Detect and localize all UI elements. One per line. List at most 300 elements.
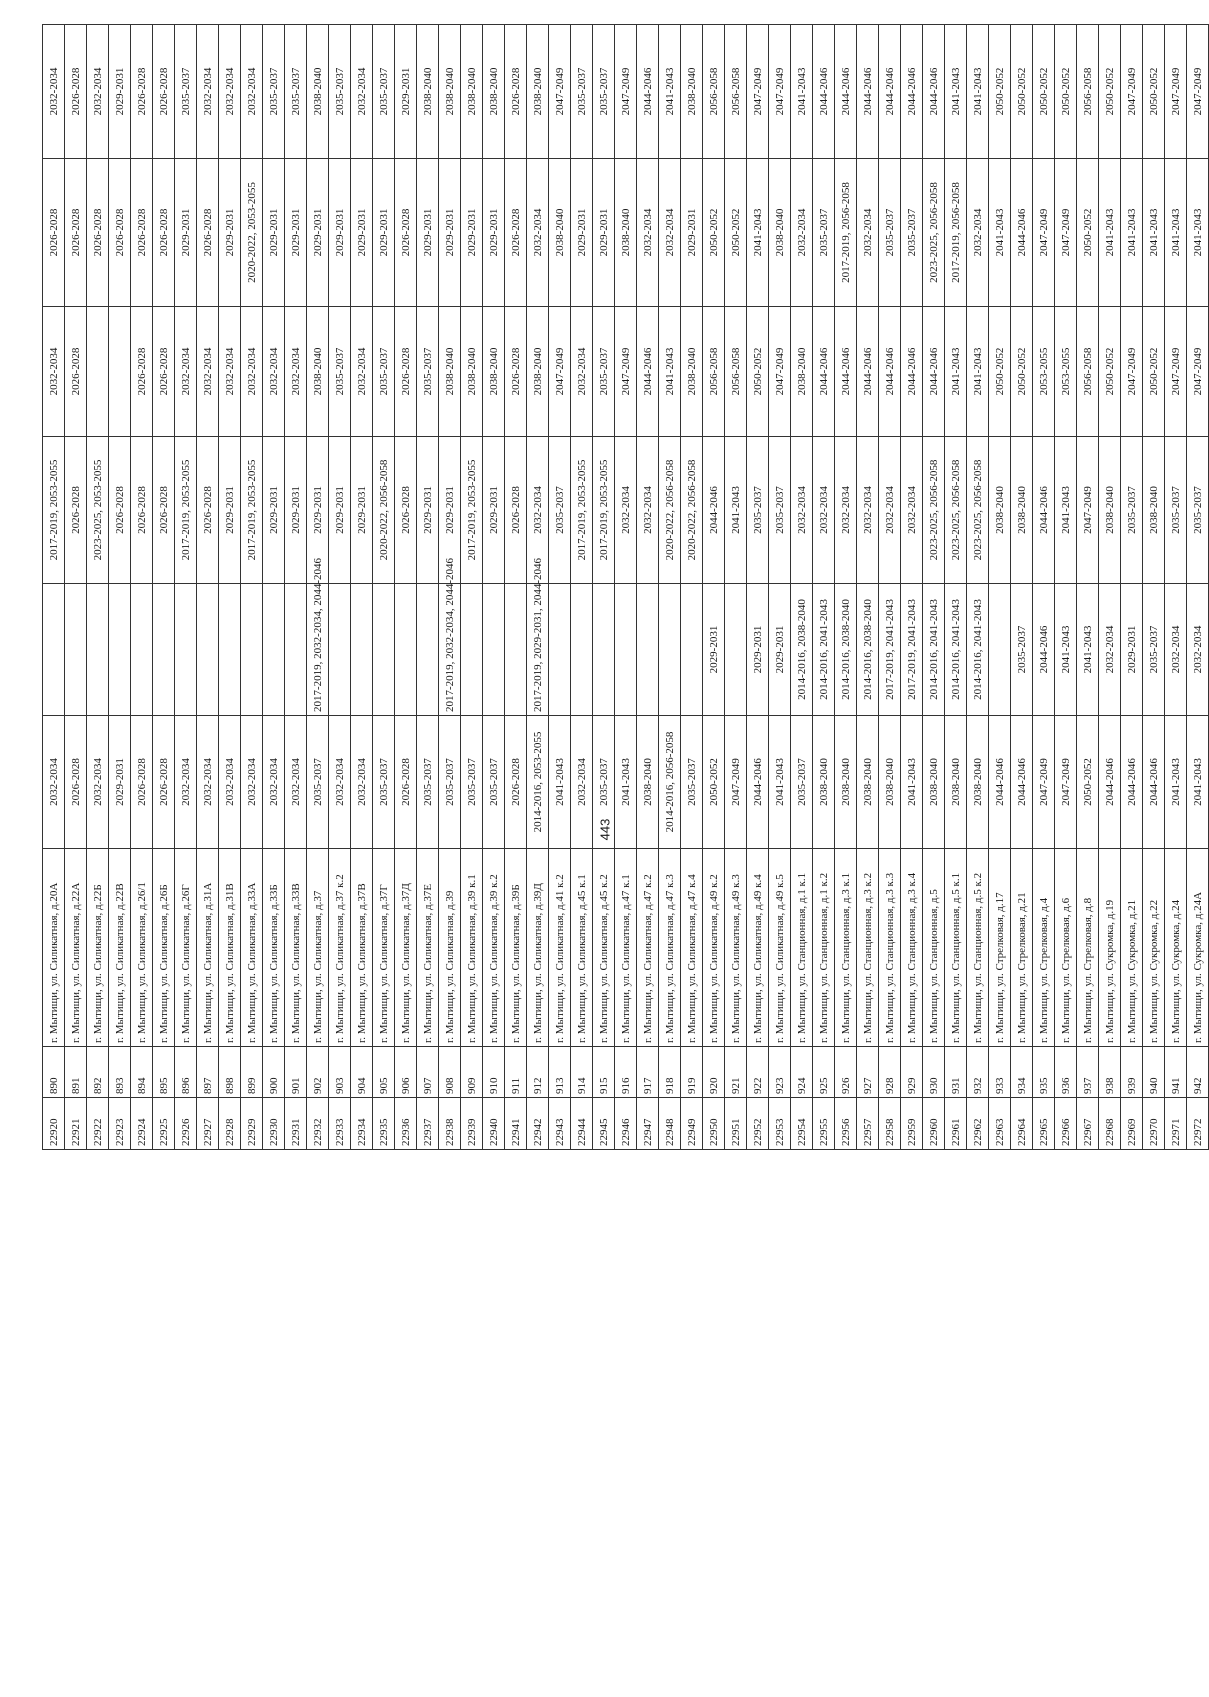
- table-row: [725, 25, 747, 1150]
- table-cell: 2041-2043: [1121, 159, 1143, 307]
- table-cell: 911: [505, 1047, 527, 1098]
- table-cell: 2035-2037: [329, 307, 351, 437]
- table-cell: 2026-2028: [109, 159, 131, 307]
- table-cell: 2038-2040: [791, 307, 813, 437]
- table-cell: 22920: [43, 1098, 65, 1150]
- table-cell: г. Мытищи, ул. Сукромка, д.19: [1099, 849, 1121, 1047]
- table-cell: 22972: [1187, 1098, 1209, 1150]
- table-row: [285, 25, 307, 1150]
- table-cell: 22921: [65, 1098, 87, 1150]
- table-cell: г. Мытищи, ул. Силикатная, д.47 к.3: [659, 849, 681, 1047]
- table-cell: 2047-2049: [1055, 716, 1077, 849]
- table-cell: 2029-2031: [351, 437, 373, 584]
- table-row: [813, 25, 835, 1150]
- table-cell: 22963: [989, 1098, 1011, 1150]
- table-cell: г. Мытищи, ул. Станционная, д.5 к.2: [967, 849, 989, 1047]
- table-cell: 922: [747, 1047, 769, 1098]
- table-cell: 2032-2034: [791, 437, 813, 584]
- table-cell: 2032-2034: [285, 307, 307, 437]
- table-cell: 22946: [615, 1098, 637, 1150]
- table-cell: [109, 584, 131, 716]
- table-cell: 2032-2034: [175, 716, 197, 849]
- table-cell: [659, 584, 681, 716]
- table-cell: [593, 584, 615, 716]
- table-cell: 22938: [439, 1098, 461, 1150]
- table-cell: 2032-2034: [967, 159, 989, 307]
- table-row: [439, 25, 461, 1150]
- table-cell: [615, 584, 637, 716]
- table-cell: 892: [87, 1047, 109, 1098]
- table-cell: г. Мытищи, ул. Силикатная, д.22Б: [87, 849, 109, 1047]
- table-cell: 2029-2031: [109, 25, 131, 159]
- table-cell: 2032-2034: [43, 25, 65, 159]
- table-cell: 2044-2046: [1011, 159, 1033, 307]
- table-cell: 2050-2052: [703, 159, 725, 307]
- table-cell: 2044-2046: [1033, 584, 1055, 716]
- table-cell: г. Мытищи, ул. Станционная, д.3 к.2: [857, 849, 879, 1047]
- table-cell: 2035-2037: [593, 307, 615, 437]
- table-cell: 2041-2043: [615, 716, 637, 849]
- table-row: [461, 25, 483, 1150]
- table-cell: 2038-2040: [1011, 437, 1033, 584]
- table-cell: г. Мытищи, ул. Силикатная, д.37В: [351, 849, 373, 1047]
- table-cell: 2032-2034: [175, 307, 197, 437]
- table-cell: 2026-2028: [395, 437, 417, 584]
- table-cell: г. Мытищи, ул. Силикатная, д.47 к.4: [681, 849, 703, 1047]
- table-cell: 22922: [87, 1098, 109, 1150]
- table-cell: 2032-2034: [351, 307, 373, 437]
- table-cell: 2026-2028: [131, 437, 153, 584]
- table-cell: 917: [637, 1047, 659, 1098]
- table-cell: г. Мытищи, ул. Силикатная, д.37Е: [417, 849, 439, 1047]
- table-cell: 2035-2037: [549, 437, 571, 584]
- table-cell: 2026-2028: [505, 25, 527, 159]
- table-cell: 2038-2040: [769, 159, 791, 307]
- table-row: [1187, 25, 1209, 1150]
- table-row: [109, 25, 131, 1150]
- table-cell: г. Мытищи, ул. Силикатная, д.26Б: [153, 849, 175, 1047]
- table-cell: г. Мытищи, ул. Станционная, д.5 к.1: [945, 849, 967, 1047]
- table-row: [175, 25, 197, 1150]
- table-cell: г. Мытищи, ул. Силикатная, д.39: [439, 849, 461, 1047]
- table-cell: 934: [1011, 1047, 1033, 1098]
- table-cell: г. Мытищи, ул. Силикатная, д.31В: [219, 849, 241, 1047]
- table-cell: 2041-2043: [1055, 437, 1077, 584]
- table-cell: 2014-2016, 2041-2043: [923, 584, 945, 716]
- table-cell: 2035-2037: [417, 307, 439, 437]
- table-cell: 2047-2049: [1121, 307, 1143, 437]
- table-row: [703, 25, 725, 1150]
- table-cell: [461, 584, 483, 716]
- table-cell: 2029-2031: [395, 25, 417, 159]
- table-cell: 22932: [307, 1098, 329, 1150]
- table-cell: 2017-2019, 2032-2034, 2044-2046: [439, 584, 461, 716]
- table-cell: 2026-2028: [131, 716, 153, 849]
- table-cell: г. Мытищи, ул. Стрелковая, д.21: [1011, 849, 1033, 1047]
- table-cell: 910: [483, 1047, 505, 1098]
- table-row: [637, 25, 659, 1150]
- table-cell: 2032-2034: [329, 716, 351, 849]
- table-cell: 2014-2016, 2056-2058: [659, 716, 681, 849]
- table-cell: 928: [879, 1047, 901, 1098]
- table-cell: 926: [835, 1047, 857, 1098]
- table-cell: 2032-2034: [43, 716, 65, 849]
- table-cell: г. Мытищи, ул. Сукромка, д.21: [1121, 849, 1143, 1047]
- table-cell: [681, 584, 703, 716]
- table-cell: 916: [615, 1047, 637, 1098]
- table-cell: 2047-2049: [1187, 307, 1209, 437]
- table-cell: 2014-2016, 2041-2043: [967, 584, 989, 716]
- table-cell: 2047-2049: [1033, 716, 1055, 849]
- table-cell: 2038-2040: [857, 716, 879, 849]
- table-row: [1165, 25, 1187, 1150]
- table-cell: 2032-2034: [659, 159, 681, 307]
- table-cell: 936: [1055, 1047, 1077, 1098]
- table-cell: [87, 584, 109, 716]
- table-row: [659, 25, 681, 1150]
- table-cell: 2044-2046: [923, 25, 945, 159]
- table-cell: 22937: [417, 1098, 439, 1150]
- table-cell: 2029-2031: [483, 159, 505, 307]
- table-cell: г. Мытищи, ул. Силикатная, д.22А: [65, 849, 87, 1047]
- table-cell: 2032-2034: [857, 437, 879, 584]
- table-cell: 2047-2049: [1165, 25, 1187, 159]
- table-row: [615, 25, 637, 1150]
- table-cell: 2041-2043: [725, 437, 747, 584]
- table-cell: 2026-2028: [131, 307, 153, 437]
- table-row: [241, 25, 263, 1150]
- table-cell: г. Мытищи, ул. Силикатная, д.45 к.2: [593, 849, 615, 1047]
- table-cell: 2047-2049: [725, 716, 747, 849]
- table-cell: 2032-2034: [219, 307, 241, 437]
- table-row: [1099, 25, 1121, 1150]
- table-row: [483, 25, 505, 1150]
- table-cell: 2047-2049: [615, 25, 637, 159]
- table-cell: 2032-2034: [219, 716, 241, 849]
- table-cell: 22933: [329, 1098, 351, 1150]
- table-cell: 2044-2046: [835, 307, 857, 437]
- table-cell: 899: [241, 1047, 263, 1098]
- table-cell: 22955: [813, 1098, 835, 1150]
- table-cell: 22923: [109, 1098, 131, 1150]
- table-cell: 2050-2052: [1055, 25, 1077, 159]
- table-row: [87, 25, 109, 1150]
- table-cell: 2032-2034: [197, 307, 219, 437]
- table-cell: 2029-2031: [263, 159, 285, 307]
- table-cell: 2038-2040: [681, 25, 703, 159]
- table-cell: 2032-2034: [637, 159, 659, 307]
- table-cell: г. Мытищи, ул. Силикатная, д.39Д: [527, 849, 549, 1047]
- table-cell: [87, 307, 109, 437]
- table-cell: 2038-2040: [923, 716, 945, 849]
- table-cell: 2035-2037: [329, 25, 351, 159]
- table-cell: 918: [659, 1047, 681, 1098]
- table-cell: 2050-2052: [1011, 25, 1033, 159]
- table-cell: 2029-2031: [351, 159, 373, 307]
- table-cell: 2023-2025, 2056-2058: [923, 437, 945, 584]
- table-row: [65, 25, 87, 1150]
- table-row: [549, 25, 571, 1150]
- table-cell: 2014-2016, 2038-2040: [791, 584, 813, 716]
- table-cell: [241, 584, 263, 716]
- table-cell: г. Мытищи, ул. Сукромка, д.24А: [1187, 849, 1209, 1047]
- table-cell: 2032-2034: [879, 437, 901, 584]
- table-cell: 2026-2028: [197, 437, 219, 584]
- table-cell: 925: [813, 1047, 835, 1098]
- table-cell: г. Мытищи, ул. Силикатная, д.22В: [109, 849, 131, 1047]
- table-cell: 2032-2034: [87, 25, 109, 159]
- table-row: [1143, 25, 1165, 1150]
- table-cell: 894: [131, 1047, 153, 1098]
- table-cell: 2041-2043: [1099, 159, 1121, 307]
- table-cell: 2044-2046: [989, 716, 1011, 849]
- table-cell: г. Мытищи, ул. Станционная, д.3 к.1: [835, 849, 857, 1047]
- table-cell: г. Мытищи, ул. Силикатная, д.37: [307, 849, 329, 1047]
- table-cell: г. Мытищи, ул. Силикатная, д.37Г: [373, 849, 395, 1047]
- table-cell: [505, 584, 527, 716]
- table-cell: 2032-2034: [571, 716, 593, 849]
- table-cell: 2041-2043: [769, 716, 791, 849]
- table-cell: 2032-2034: [857, 159, 879, 307]
- table-cell: 22943: [549, 1098, 571, 1150]
- table-cell: 2017-2019, 2053-2055: [461, 437, 483, 584]
- table-cell: 22936: [395, 1098, 417, 1150]
- table-cell: 895: [153, 1047, 175, 1098]
- table-cell: 22956: [835, 1098, 857, 1150]
- table-cell: 2029-2031: [439, 159, 461, 307]
- table-cell: 902: [307, 1047, 329, 1098]
- table-cell: 2032-2034: [241, 307, 263, 437]
- table-row: [879, 25, 901, 1150]
- table-cell: 2035-2037: [373, 307, 395, 437]
- table-cell: 927: [857, 1047, 879, 1098]
- table-cell: 22968: [1099, 1098, 1121, 1150]
- table-cell: 2014-2016, 2038-2040: [857, 584, 879, 716]
- table-cell: 2020-2022, 2056-2058: [659, 437, 681, 584]
- table-cell: 22959: [901, 1098, 923, 1150]
- table-cell: 2044-2046: [703, 437, 725, 584]
- table-cell: 2053-2055: [1033, 307, 1055, 437]
- table-cell: 893: [109, 1047, 131, 1098]
- table-cell: 2050-2052: [1077, 159, 1099, 307]
- table-cell: 2032-2034: [637, 437, 659, 584]
- table-cell: 2056-2058: [703, 307, 725, 437]
- table-row: [417, 25, 439, 1150]
- table-cell: 2029-2031: [307, 159, 329, 307]
- table-cell: 2053-2055: [1055, 307, 1077, 437]
- table-cell: 2044-2046: [1099, 716, 1121, 849]
- table-cell: г. Мытищи, ул. Стрелковая, д.17: [989, 849, 1011, 1047]
- table-cell: 2032-2034: [527, 437, 549, 584]
- table-cell: 2041-2043: [659, 307, 681, 437]
- table-cell: 2035-2037: [263, 25, 285, 159]
- table-cell: 2041-2043: [945, 307, 967, 437]
- table-cell: 2017-2019, 2029-2031, 2044-2046: [527, 584, 549, 716]
- table-cell: 2035-2037: [1143, 584, 1165, 716]
- table-cell: г. Мытищи, ул. Силикатная, д.41 к.2: [549, 849, 571, 1047]
- table-row: [791, 25, 813, 1150]
- table-cell: 22970: [1143, 1098, 1165, 1150]
- table-cell: 22965: [1033, 1098, 1055, 1150]
- table-cell: 2032-2034: [197, 716, 219, 849]
- table-cell: 2032-2034: [43, 307, 65, 437]
- table-cell: 2026-2028: [65, 716, 87, 849]
- table-cell: 939: [1121, 1047, 1143, 1098]
- table-cell: 2026-2028: [65, 437, 87, 584]
- table-cell: г. Мытищи, ул. Силикатная, д.49 к.2: [703, 849, 725, 1047]
- table-cell: г. Мытищи, ул. Силикатная, д.49 к.4: [747, 849, 769, 1047]
- table-cell: 2026-2028: [395, 307, 417, 437]
- table-row: [43, 25, 65, 1150]
- table-cell: 2038-2040: [439, 25, 461, 159]
- table-cell: 2041-2043: [945, 25, 967, 159]
- table-cell: [219, 584, 241, 716]
- table-cell: 2023-2025, 2056-2058: [967, 437, 989, 584]
- table-cell: [483, 584, 505, 716]
- table-row: [395, 25, 417, 1150]
- table-cell: 2032-2034: [263, 307, 285, 437]
- table-row: [901, 25, 923, 1150]
- table-cell: 2044-2046: [1033, 437, 1055, 584]
- table-cell: 2026-2028: [153, 307, 175, 437]
- table-cell: г. Мытищи, ул. Силикатная, д.26/1: [131, 849, 153, 1047]
- table-cell: 2035-2037: [1011, 584, 1033, 716]
- table-cell: 2038-2040: [989, 437, 1011, 584]
- table-cell: 2056-2058: [703, 25, 725, 159]
- table-cell: 2026-2028: [395, 716, 417, 849]
- table-cell: 22928: [219, 1098, 241, 1150]
- table-cell: 2035-2037: [175, 25, 197, 159]
- table-cell: г. Мытищи, ул. Силикатная, д.45 к.1: [571, 849, 593, 1047]
- table-cell: [989, 584, 1011, 716]
- table-cell: [109, 307, 131, 437]
- table-cell: г. Мытищи, ул. Силикатная, д.49 к.5: [769, 849, 791, 1047]
- table-cell: 2023-2025, 2056-2058: [945, 437, 967, 584]
- table-cell: 2038-2040: [637, 716, 659, 849]
- table-cell: г. Мытищи, ул. Стрелковая, д.8: [1077, 849, 1099, 1047]
- table-cell: 2020-2022, 2053-2055: [241, 159, 263, 307]
- table-cell: 2032-2034: [571, 307, 593, 437]
- table-cell: 2035-2037: [1165, 437, 1187, 584]
- table-cell: 2029-2031: [681, 159, 703, 307]
- table-cell: [395, 584, 417, 716]
- table-cell: 2029-2031: [703, 584, 725, 716]
- table-cell: 2050-2052: [1143, 25, 1165, 159]
- table-cell: 2044-2046: [1011, 716, 1033, 849]
- table-cell: 2020-2022, 2056-2058: [681, 437, 703, 584]
- table-cell: 2026-2028: [505, 159, 527, 307]
- table-cell: 2017-2019, 2053-2055: [43, 437, 65, 584]
- table-cell: 2029-2031: [483, 437, 505, 584]
- table-cell: 2026-2028: [43, 159, 65, 307]
- table-cell: 2029-2031: [747, 584, 769, 716]
- table-cell: г. Мытищи, ул. Силикатная, д.37Д: [395, 849, 417, 1047]
- table-cell: [285, 584, 307, 716]
- table-cell: 2029-2031: [417, 437, 439, 584]
- table-cell: [43, 584, 65, 716]
- table-cell: 2041-2043: [549, 716, 571, 849]
- table-body: [43, 25, 1209, 1150]
- table-cell: 22944: [571, 1098, 593, 1150]
- table-row: [835, 25, 857, 1150]
- table-cell: 22930: [263, 1098, 285, 1150]
- table-cell: 2041-2043: [1165, 159, 1187, 307]
- table-cell: 2017-2019, 2056-2058: [835, 159, 857, 307]
- table-cell: 22964: [1011, 1098, 1033, 1150]
- table-cell: 932: [967, 1047, 989, 1098]
- table-cell: 924: [791, 1047, 813, 1098]
- table-cell: 906: [395, 1047, 417, 1098]
- table-cell: 2026-2028: [153, 25, 175, 159]
- table-cell: 2032-2034: [87, 716, 109, 849]
- table-cell: 2050-2052: [1011, 307, 1033, 437]
- table-cell: 2035-2037: [1121, 437, 1143, 584]
- table-cell: 2050-2052: [1143, 307, 1165, 437]
- table-cell: 2032-2034: [901, 437, 923, 584]
- table-cell: 2044-2046: [879, 25, 901, 159]
- table-cell: [725, 584, 747, 716]
- table-cell: 2050-2052: [725, 159, 747, 307]
- table-cell: 2056-2058: [1077, 25, 1099, 159]
- table-cell: г. Мытищи, ул. Силикатная, д.20А: [43, 849, 65, 1047]
- table-cell: 2041-2043: [659, 25, 681, 159]
- table-cell: 935: [1033, 1047, 1055, 1098]
- table-cell: 2026-2028: [65, 159, 87, 307]
- table-cell: [549, 584, 571, 716]
- table-cell: 2047-2049: [1121, 25, 1143, 159]
- table-cell: 2044-2046: [1143, 716, 1165, 849]
- table-cell: [351, 584, 373, 716]
- table-cell: 2038-2040: [1099, 437, 1121, 584]
- table-cell: 22939: [461, 1098, 483, 1150]
- table-cell: 2029-2031: [285, 437, 307, 584]
- table-cell: 2029-2031: [373, 159, 395, 307]
- table-cell: 2047-2049: [1055, 159, 1077, 307]
- table-cell: 929: [901, 1047, 923, 1098]
- table-cell: 2026-2028: [131, 159, 153, 307]
- table-row: [945, 25, 967, 1150]
- table-cell: 2029-2031: [307, 437, 329, 584]
- table-cell: 2035-2037: [285, 25, 307, 159]
- table-cell: 2047-2049: [1165, 307, 1187, 437]
- table-cell: 2017-2019, 2056-2058: [945, 159, 967, 307]
- table-cell: 22945: [593, 1098, 615, 1150]
- table-cell: 22924: [131, 1098, 153, 1150]
- table-cell: 2044-2046: [1121, 716, 1143, 849]
- table-cell: 2032-2034: [241, 716, 263, 849]
- table-cell: г. Мытищи, ул. Станционная, д.1 к.1: [791, 849, 813, 1047]
- table-cell: г. Мытищи, ул. Сукромка, д.22: [1143, 849, 1165, 1047]
- table-cell: 2035-2037: [791, 716, 813, 849]
- table-cell: 2029-2031: [109, 716, 131, 849]
- table-cell: 22950: [703, 1098, 725, 1150]
- table-cell: 2035-2037: [483, 716, 505, 849]
- table-cell: 22926: [175, 1098, 197, 1150]
- table-cell: 896: [175, 1047, 197, 1098]
- table-cell: 2038-2040: [835, 716, 857, 849]
- table-cell: 2032-2034: [813, 437, 835, 584]
- table-cell: 2035-2037: [307, 716, 329, 849]
- table-cell: 22927: [197, 1098, 219, 1150]
- table-row: [989, 25, 1011, 1150]
- table-cell: 2047-2049: [615, 307, 637, 437]
- table-cell: 22954: [791, 1098, 813, 1150]
- table-cell: 2041-2043: [747, 159, 769, 307]
- table-cell: г. Мытищи, ул. Силикатная, д.33Б: [263, 849, 285, 1047]
- table-cell: 2038-2040: [1143, 437, 1165, 584]
- table-cell: 914: [571, 1047, 593, 1098]
- table-cell: 2026-2028: [153, 716, 175, 849]
